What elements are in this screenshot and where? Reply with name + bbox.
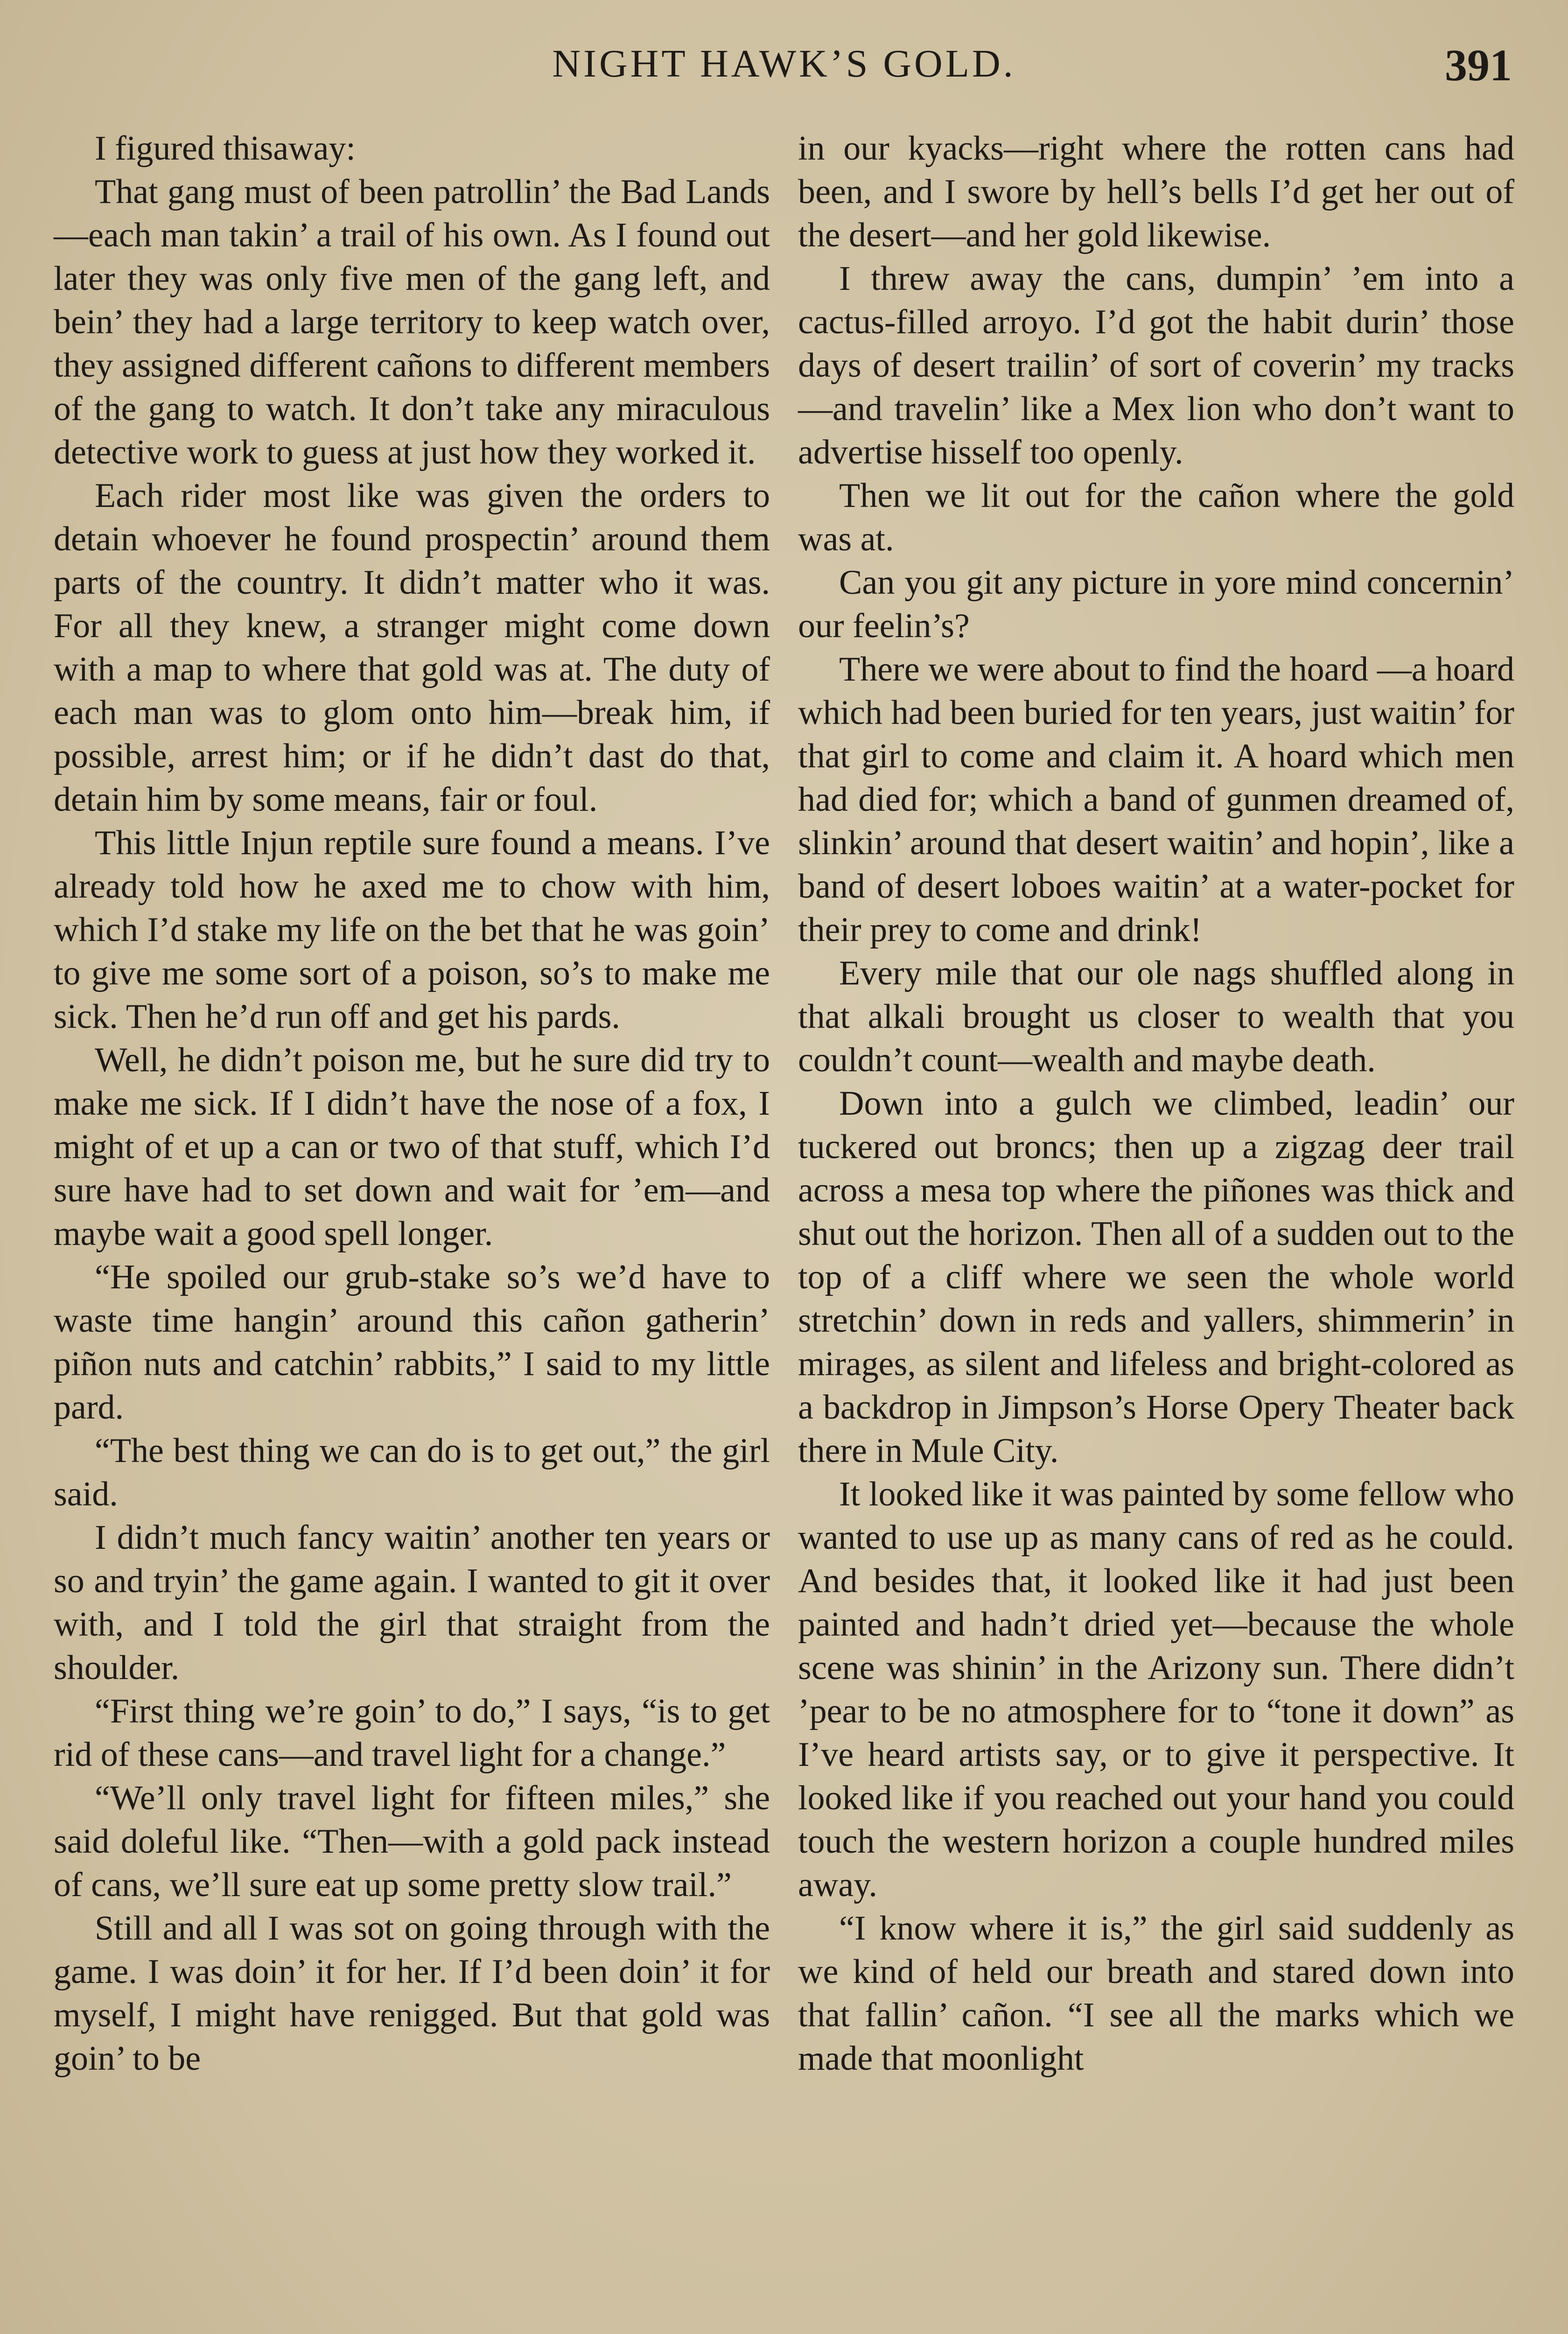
- paragraph: Every mile that our ole nags shuffled along in that alkali brought us closer to wealth that you couldn’t count—wealth and maybe death.: [798, 954, 1514, 1079]
- paragraph: “The best thing we can do is to get out,” the girl said.: [54, 1432, 770, 1513]
- paragraph: “He spoiled our grub-stake so’s we’d have to waste time hangin’ around this cañon gatherin’ piñon nuts and catchin’ rabbits,” I said to my little pard.: [54, 1258, 770, 1427]
- paragraph: Can you git any picture in yore mind concernin’ our feelin’s?: [798, 563, 1514, 645]
- paragraph-continuation: in our kyacks—right where the rotten cans had been, and I swore by hell’s bells I’d get her out of the desert—and her gold likewise.: [798, 129, 1514, 254]
- paragraph: “I know where it is,” the girl said suddenly as we kind of held our breath and stared down into that fallin’ cañon. “I see all the marks which we made that moonlight: [798, 1909, 1514, 2078]
- paragraph: I figured thisaway:: [95, 129, 356, 168]
- paragraph: “First thing we’re goin’ to do,” I says, “is to get rid of these cans—and travel light for a change.”: [54, 1692, 770, 1774]
- running-title: NIGHT HAWK’S GOLD.: [552, 42, 1016, 85]
- paragraph: Well, he didn’t poison me, but he sure did try to make me sick. If I didn’t have the nose of a fox, I might of et up a can or two of that stuff, which I’d sure have had to set down and wait for ’em—and maybe wait a good spell longer.: [54, 1041, 770, 1253]
- page-number: 391: [1445, 40, 1512, 90]
- paragraph: This little Injun reptile sure found a means. I’ve already told how he axed me to chow with him, which I’d stake my life on the bet that he was goin’ to give me some sort of a poison, so’s to make me sick. Then he’d run off and get his pards.: [54, 824, 770, 1036]
- paragraph: It looked like it was painted by some fellow who wanted to use up as many cans of red as he could. And besides that, it looked like it had just been painted and hadn’t dried yet—because the whole scene was shinin’ in the Arizony sun. There didn’t ’pear to be no atmosphere for to “tone it down” as I’ve heard artists say, or to give it perspective. It looked like if you reached out your hand you could touch the western horizon a couple hundred miles away.: [798, 1475, 1514, 1904]
- paragraph: “We’ll only travel light for fifteen miles,” she said doleful like. “Then—with a gold pack instead of cans, we’ll sure eat up some pretty slow trail.”: [54, 1779, 770, 1904]
- paragraph: There we were about to find the hoard —a hoard which had been buried for ten years, just waitin’ for that girl to come and claim it. A hoard which men had died for; which a band of gunmen dreamed of, slinkin’ around that desert waitin’ and hopin’, like a band of desert loboes waitin’ at a water-pocket for their prey to come and drink!: [798, 650, 1514, 949]
- paragraph: Still and all I was sot on going through with the game. I was doin’ it for her. If I’d been doin’ it for myself, I might have renigged. But that gold was goin’ to be: [54, 1909, 770, 2078]
- paragraph: I didn’t much fancy waitin’ another ten years or so and tryin’ the game again. I wanted to git it over with, and I told the girl that straight from the shoulder.: [54, 1519, 770, 1687]
- right-column: [798, 127, 1514, 2334]
- paragraph: Each rider most like was given the orders to detain whoever he found prospectin’ around them parts of the country. It didn’t matter who it was. For all they knew, a stranger might come down with a map to where that gold was at. The duty of each man was to glom onto him—break him, if possible, arrest him; or if he didn’t dast do that, detain him by some means, fair or foul.: [54, 477, 770, 819]
- page-header: [56, 41, 1512, 106]
- paragraph: That gang must of been patrollin’ the Bad Lands—each man takin’ a trail of his own. As I found out later they was only five men of the gang left, and bein’ they had a large territory to keep watch over, they assigned different cañons to different members of the gang to watch. It don’t take any miraculous detective work to guess at just how they worked it.: [54, 173, 770, 471]
- paragraph: Then we lit out for the cañon where the gold was at.: [798, 477, 1514, 558]
- paragraph: I threw away the cans, dumpin’ ’em into a cactus-filled arroyo. I’d got the habit durin’ those days of desert trailin’ of sort of coverin’ my tracks—and travelin’ like a Mex lion who don’t want to advertise hisself too openly.: [798, 260, 1514, 471]
- paragraph: Down into a gulch we climbed, leadin’ our tuckered out broncs; then up a zigzag deer trail across a mesa top where the piñones was thick and shut out the horizon. Then all of a sudden out to the top of a cliff where we seen the whole world stretchin’ down in reds and yallers, shimmerin’ in mirages, as silent and lifeless and bright-colored as a backdrop in Jimpson’s Horse Opery Theater back there in Mule City.: [798, 1084, 1514, 1470]
- left-column: [54, 127, 770, 2334]
